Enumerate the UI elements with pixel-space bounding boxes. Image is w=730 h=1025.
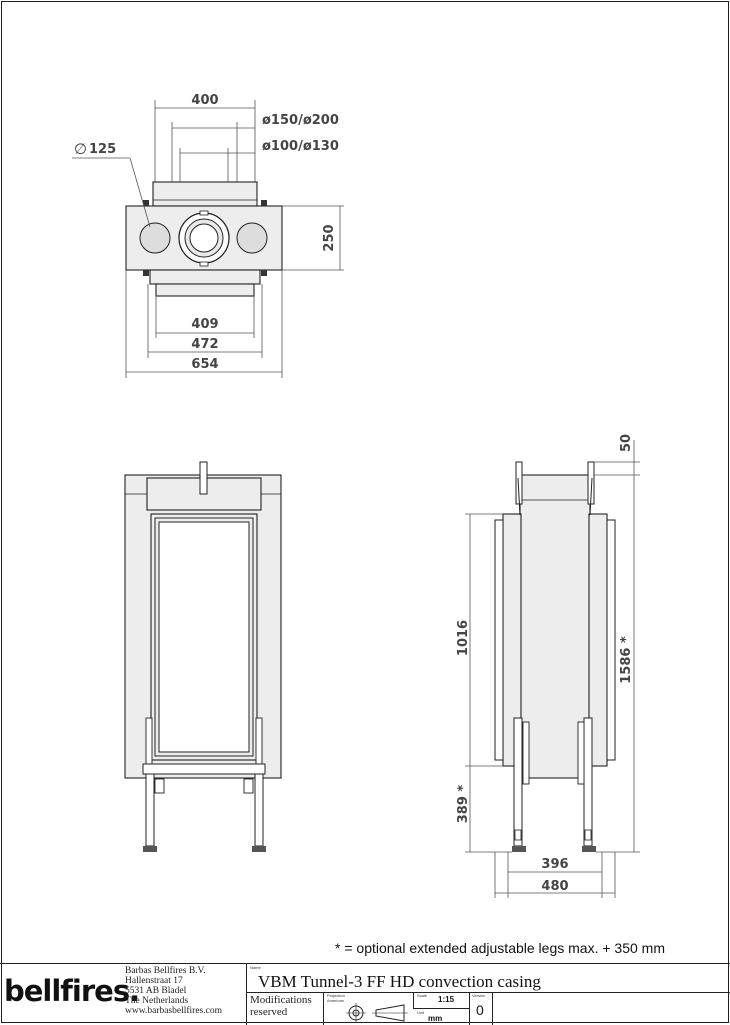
- unit-label: Unit: [417, 1010, 425, 1015]
- company-country: The Netherlands: [125, 996, 189, 1006]
- dim-125: 125: [89, 142, 117, 157]
- projection-symbol-icon: [344, 1002, 414, 1024]
- dim-396: 396: [541, 857, 569, 872]
- scale-label: Scale: [417, 993, 428, 998]
- name-label: Name: [250, 965, 261, 970]
- scale-value: 1:15: [438, 995, 455, 1004]
- dim-250: 250: [322, 224, 337, 252]
- diameter-symbol: ∅: [74, 140, 88, 158]
- projection-cell: [323, 992, 414, 1025]
- version-label: Version: [472, 993, 486, 998]
- top-view: [72, 93, 344, 378]
- front-view: [125, 462, 281, 852]
- dim-654: 654: [191, 357, 219, 372]
- dim-389: 389 *: [456, 784, 471, 824]
- projection-label: Projection: [327, 993, 345, 998]
- modifications-note: [250, 994, 312, 1018]
- company-address: [125, 966, 222, 1016]
- title-block: [0, 963, 730, 1025]
- projection-value: American: [327, 998, 344, 1003]
- company-name: Barbas Bellfires B.V.: [125, 966, 206, 976]
- optional-legs-note: * = optional extended adjustable legs max. + 350 mm: [335, 940, 665, 956]
- dim-50: 50: [619, 433, 634, 453]
- dim-100-130: ø100/ø130: [262, 139, 339, 154]
- unit-value: mm: [428, 1014, 443, 1023]
- side-view: [456, 434, 640, 898]
- modifications-label: Modifications: [250, 994, 312, 1006]
- dim-400: 400: [191, 93, 219, 108]
- company-website: www.barbasbellfires.com: [125, 1006, 222, 1016]
- address-divider: [246, 992, 247, 1025]
- dim-480: 480: [541, 879, 569, 894]
- drawing-title: VBM Tunnel-3 FF HD convection casing: [258, 972, 541, 991]
- dim-409: 409: [191, 317, 219, 332]
- company-city: 5531 AB Bladel: [125, 986, 187, 996]
- dim-1586: 1586 *: [619, 636, 634, 684]
- version-value: 0: [476, 1002, 484, 1018]
- company-street: Hallenstraat 17: [125, 976, 183, 986]
- dim-150-200: ø150/ø200: [262, 113, 339, 128]
- dim-472: 472: [191, 337, 219, 352]
- reserved-label: reserved: [250, 1006, 288, 1018]
- dim-1016: 1016: [456, 619, 471, 657]
- bellfires-logo: bellfires.: [4, 974, 140, 1008]
